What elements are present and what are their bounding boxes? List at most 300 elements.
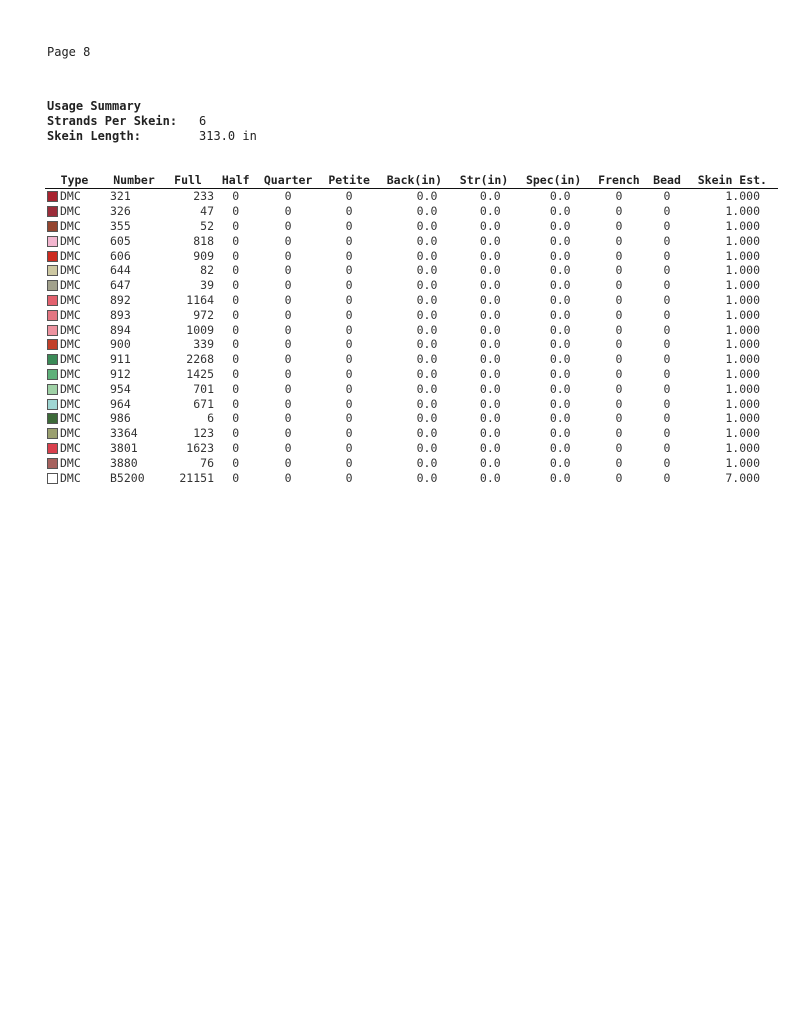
cell-quarter: 0 <box>284 204 292 219</box>
table-row <box>45 455 778 470</box>
table-row <box>45 441 778 456</box>
cell-french: 0 <box>615 440 623 455</box>
cell-type <box>45 293 104 308</box>
table-row <box>45 307 778 322</box>
color-swatch <box>47 339 58 350</box>
cell-half: 0 <box>232 189 240 204</box>
cell-spec: 0.0 <box>549 322 571 337</box>
cell-spec: 0.0 <box>549 440 571 455</box>
cell-type <box>45 248 104 263</box>
cell-petite: 0 <box>345 278 353 293</box>
type-label: DMC <box>60 455 81 470</box>
cell-quarter: 0 <box>284 337 292 352</box>
color-swatch <box>47 295 58 306</box>
type-label: DMC <box>60 307 81 322</box>
cell-skein: 1.000 <box>725 337 760 352</box>
cell-str: 0.0 <box>479 411 501 426</box>
cell-back: 0.0 <box>416 322 438 337</box>
col-header-spec: Spec(in) <box>517 173 591 189</box>
cell-quarter: 0 <box>284 440 292 455</box>
cell-str: 0.0 <box>479 455 501 470</box>
cell-petite: 0 <box>345 292 353 307</box>
cell-back: 0.0 <box>416 426 438 441</box>
cell-half: 0 <box>232 204 240 219</box>
cell-half: 0 <box>232 322 240 337</box>
table-row <box>45 470 778 485</box>
cell-spec: 0.0 <box>549 248 571 263</box>
cell-skein: 1.000 <box>725 218 760 233</box>
cell-type <box>45 455 104 470</box>
cell-quarter: 0 <box>284 426 292 441</box>
cell-spec: 0.0 <box>549 218 571 233</box>
cell-spec: 0.0 <box>549 381 571 396</box>
color-swatch <box>47 265 58 276</box>
cell-spec: 0.0 <box>549 292 571 307</box>
type-label: DMC <box>60 278 81 293</box>
cell-number: 3880 <box>110 455 138 470</box>
cell-quarter: 0 <box>284 470 292 485</box>
cell-petite: 0 <box>345 189 353 204</box>
cell-str: 0.0 <box>479 248 501 263</box>
cell-str: 0.0 <box>479 440 501 455</box>
color-swatch <box>47 369 58 380</box>
cell-full: 701 <box>193 381 214 396</box>
cell-skein: 1.000 <box>725 366 760 381</box>
cell-number: 605 <box>110 233 131 248</box>
cell-petite: 0 <box>345 248 353 263</box>
cell-number: 647 <box>110 278 131 293</box>
cell-bead: 0 <box>663 470 671 485</box>
color-swatch <box>47 428 58 439</box>
cell-number: 954 <box>110 381 131 396</box>
cell-type <box>45 322 104 337</box>
cell-skein: 1.000 <box>725 248 760 263</box>
cell-str: 0.0 <box>479 470 501 485</box>
cell-skein: 1.000 <box>725 455 760 470</box>
cell-french: 0 <box>615 322 623 337</box>
color-swatch <box>47 236 58 247</box>
cell-str: 0.0 <box>479 204 501 219</box>
cell-skein: 7.000 <box>725 470 760 485</box>
type-label: DMC <box>60 426 81 441</box>
type-label: DMC <box>60 366 81 381</box>
cell-bead: 0 <box>663 189 671 204</box>
cell-half: 0 <box>232 278 240 293</box>
cell-spec: 0.0 <box>549 307 571 322</box>
cell-french: 0 <box>615 381 623 396</box>
cell-half: 0 <box>232 381 240 396</box>
col-header-str: Str(in) <box>451 173 516 189</box>
cell-bead: 0 <box>663 396 671 411</box>
cell-back: 0.0 <box>416 263 438 278</box>
cell-type <box>45 263 104 278</box>
cell-quarter: 0 <box>284 189 292 204</box>
cell-type <box>45 337 104 352</box>
table-row <box>45 248 778 263</box>
cell-number: 894 <box>110 322 131 337</box>
cell-skein: 1.000 <box>725 292 760 307</box>
cell-bead: 0 <box>663 455 671 470</box>
cell-full: 52 <box>200 218 214 233</box>
usage-table <box>45 173 778 485</box>
color-swatch <box>47 206 58 217</box>
cell-str: 0.0 <box>479 307 501 322</box>
cell-full: 972 <box>193 307 214 322</box>
cell-spec: 0.0 <box>549 411 571 426</box>
cell-bead: 0 <box>663 337 671 352</box>
cell-number: 644 <box>110 263 131 278</box>
table-row <box>45 263 778 278</box>
cell-petite: 0 <box>345 381 353 396</box>
cell-half: 0 <box>232 263 240 278</box>
col-header-skein: Skein Est. <box>687 173 778 189</box>
cell-petite: 0 <box>345 337 353 352</box>
cell-full: 909 <box>193 248 214 263</box>
cell-skein: 1.000 <box>725 263 760 278</box>
type-label: DMC <box>60 337 81 352</box>
type-label: DMC <box>60 470 81 485</box>
cell-french: 0 <box>615 366 623 381</box>
cell-str: 0.0 <box>479 426 501 441</box>
cell-back: 0.0 <box>416 396 438 411</box>
usage-summary <box>47 99 257 144</box>
color-swatch <box>47 413 58 424</box>
cell-bead: 0 <box>663 307 671 322</box>
cell-full: 1164 <box>186 292 214 307</box>
cell-skein: 1.000 <box>725 307 760 322</box>
cell-petite: 0 <box>345 204 353 219</box>
cell-number: 911 <box>110 352 131 367</box>
cell-spec: 0.0 <box>549 204 571 219</box>
cell-back: 0.0 <box>416 366 438 381</box>
cell-full: 47 <box>200 204 214 219</box>
col-header-petite: Petite <box>321 173 378 189</box>
cell-type <box>45 441 104 456</box>
cell-quarter: 0 <box>284 322 292 337</box>
cell-full: 21151 <box>179 470 214 485</box>
cell-petite: 0 <box>345 470 353 485</box>
color-swatch <box>47 473 58 484</box>
cell-quarter: 0 <box>284 263 292 278</box>
cell-type <box>45 411 104 426</box>
cell-str: 0.0 <box>479 337 501 352</box>
cell-quarter: 0 <box>284 307 292 322</box>
cell-str: 0.0 <box>479 278 501 293</box>
col-header-full: Full <box>160 173 216 189</box>
cell-number: 892 <box>110 292 131 307</box>
cell-skein: 1.000 <box>725 440 760 455</box>
color-swatch <box>47 251 58 262</box>
cell-spec: 0.0 <box>549 366 571 381</box>
type-label: DMC <box>60 248 81 263</box>
cell-quarter: 0 <box>284 396 292 411</box>
cell-skein: 1.000 <box>725 396 760 411</box>
cell-back: 0.0 <box>416 248 438 263</box>
cell-half: 0 <box>232 426 240 441</box>
skein-length-label: Skein Length: <box>47 129 141 143</box>
cell-quarter: 0 <box>284 292 292 307</box>
cell-spec: 0.0 <box>549 278 571 293</box>
color-swatch <box>47 399 58 410</box>
cell-skein: 1.000 <box>725 278 760 293</box>
cell-french: 0 <box>615 278 623 293</box>
cell-french: 0 <box>615 263 623 278</box>
cell-back: 0.0 <box>416 218 438 233</box>
cell-str: 0.0 <box>479 292 501 307</box>
cell-bead: 0 <box>663 248 671 263</box>
cell-quarter: 0 <box>284 381 292 396</box>
cell-back: 0.0 <box>416 292 438 307</box>
cell-full: 1425 <box>186 366 214 381</box>
cell-french: 0 <box>615 248 623 263</box>
cell-quarter: 0 <box>284 248 292 263</box>
cell-full: 671 <box>193 396 214 411</box>
cell-spec: 0.0 <box>549 455 571 470</box>
cell-french: 0 <box>615 307 623 322</box>
cell-skein: 1.000 <box>725 233 760 248</box>
cell-str: 0.0 <box>479 352 501 367</box>
type-label: DMC <box>60 218 81 233</box>
cell-full: 82 <box>200 263 214 278</box>
type-label: DMC <box>60 233 81 248</box>
strands-value: 6 <box>199 114 207 128</box>
cell-back: 0.0 <box>416 440 438 455</box>
table-row <box>45 337 778 352</box>
cell-bead: 0 <box>663 278 671 293</box>
table-row <box>45 219 778 234</box>
page-number: Page 8 <box>47 45 91 59</box>
cell-type <box>45 278 104 293</box>
type-label: DMC <box>60 396 81 411</box>
table-row <box>45 278 778 293</box>
cell-back: 0.0 <box>416 278 438 293</box>
skein-length-value: 313.0 in <box>199 129 257 143</box>
cell-full: 233 <box>193 189 214 204</box>
cell-spec: 0.0 <box>549 352 571 367</box>
cell-type <box>45 307 104 322</box>
cell-french: 0 <box>615 337 623 352</box>
cell-half: 0 <box>232 470 240 485</box>
type-label: DMC <box>60 292 81 307</box>
cell-spec: 0.0 <box>549 426 571 441</box>
cell-bead: 0 <box>663 440 671 455</box>
cell-full: 818 <box>193 233 214 248</box>
cell-half: 0 <box>232 366 240 381</box>
cell-french: 0 <box>615 411 623 426</box>
cell-petite: 0 <box>345 307 353 322</box>
cell-back: 0.0 <box>416 455 438 470</box>
color-swatch <box>47 280 58 291</box>
cell-french: 0 <box>615 470 623 485</box>
cell-type <box>45 426 104 441</box>
type-label: DMC <box>60 204 81 219</box>
cell-half: 0 <box>232 292 240 307</box>
cell-petite: 0 <box>345 455 353 470</box>
col-header-bead: Bead <box>647 173 686 189</box>
cell-number: 986 <box>110 411 131 426</box>
type-label: DMC <box>60 322 81 337</box>
cell-spec: 0.0 <box>549 263 571 278</box>
col-header-number: Number <box>104 173 160 189</box>
cell-number: 326 <box>110 204 131 219</box>
cell-french: 0 <box>615 233 623 248</box>
cell-back: 0.0 <box>416 470 438 485</box>
cell-type <box>45 367 104 382</box>
cell-number: 3801 <box>110 440 138 455</box>
cell-str: 0.0 <box>479 381 501 396</box>
cell-petite: 0 <box>345 396 353 411</box>
cell-number: B5200 <box>110 470 145 485</box>
cell-full: 123 <box>193 426 214 441</box>
cell-full: 2268 <box>186 352 214 367</box>
cell-french: 0 <box>615 189 623 204</box>
table-row <box>45 411 778 426</box>
color-swatch <box>47 191 58 202</box>
cell-spec: 0.0 <box>549 189 571 204</box>
table-row <box>45 381 778 396</box>
cell-type <box>45 204 104 219</box>
cell-full: 6 <box>207 411 214 426</box>
cell-french: 0 <box>615 292 623 307</box>
color-swatch <box>47 325 58 336</box>
table-row <box>45 322 778 337</box>
cell-petite: 0 <box>345 411 353 426</box>
col-header-back: Back(in) <box>377 173 451 189</box>
cell-back: 0.0 <box>416 307 438 322</box>
cell-bead: 0 <box>663 233 671 248</box>
cell-quarter: 0 <box>284 278 292 293</box>
type-label: DMC <box>60 352 81 367</box>
cell-skein: 1.000 <box>725 322 760 337</box>
cell-french: 0 <box>615 455 623 470</box>
type-label: DMC <box>60 440 81 455</box>
cell-quarter: 0 <box>284 411 292 426</box>
cell-spec: 0.0 <box>549 233 571 248</box>
cell-str: 0.0 <box>479 233 501 248</box>
color-swatch <box>47 443 58 454</box>
cell-quarter: 0 <box>284 366 292 381</box>
cell-str: 0.0 <box>479 189 501 204</box>
cell-full: 1009 <box>186 322 214 337</box>
cell-type <box>45 396 104 411</box>
cell-french: 0 <box>615 352 623 367</box>
cell-number: 893 <box>110 307 131 322</box>
cell-half: 0 <box>232 455 240 470</box>
table-row <box>45 396 778 411</box>
type-label: DMC <box>60 411 81 426</box>
cell-skein: 1.000 <box>725 411 760 426</box>
cell-bead: 0 <box>663 366 671 381</box>
col-header-type: Type <box>45 173 104 189</box>
cell-str: 0.0 <box>479 396 501 411</box>
table-header-row <box>45 173 778 189</box>
table-row <box>45 352 778 367</box>
col-header-quarter: Quarter <box>255 173 320 189</box>
cell-half: 0 <box>232 352 240 367</box>
strands-label: Strands Per Skein: <box>47 114 178 128</box>
cell-back: 0.0 <box>416 352 438 367</box>
cell-str: 0.0 <box>479 263 501 278</box>
cell-back: 0.0 <box>416 337 438 352</box>
cell-french: 0 <box>615 204 623 219</box>
color-swatch <box>47 221 58 232</box>
cell-petite: 0 <box>345 366 353 381</box>
type-label: DMC <box>60 189 81 204</box>
cell-petite: 0 <box>345 352 353 367</box>
cell-full: 339 <box>193 337 214 352</box>
cell-bead: 0 <box>663 411 671 426</box>
type-label: DMC <box>60 381 81 396</box>
cell-half: 0 <box>232 337 240 352</box>
cell-petite: 0 <box>345 218 353 233</box>
cell-skein: 1.000 <box>725 381 760 396</box>
cell-number: 355 <box>110 218 131 233</box>
cell-bead: 0 <box>663 352 671 367</box>
type-label: DMC <box>60 263 81 278</box>
cell-number: 606 <box>110 248 131 263</box>
cell-full: 39 <box>200 278 214 293</box>
cell-full: 1623 <box>186 440 214 455</box>
cell-str: 0.0 <box>479 218 501 233</box>
cell-back: 0.0 <box>416 381 438 396</box>
cell-bead: 0 <box>663 322 671 337</box>
cell-quarter: 0 <box>284 352 292 367</box>
cell-skein: 1.000 <box>725 426 760 441</box>
cell-spec: 0.0 <box>549 396 571 411</box>
table-row <box>45 233 778 248</box>
table-row <box>45 189 778 204</box>
cell-bead: 0 <box>663 263 671 278</box>
cell-petite: 0 <box>345 440 353 455</box>
col-header-half: Half <box>216 173 255 189</box>
cell-number: 321 <box>110 189 131 204</box>
color-swatch <box>47 384 58 395</box>
cell-number: 964 <box>110 396 131 411</box>
cell-full: 76 <box>200 455 214 470</box>
cell-type <box>45 381 104 396</box>
cell-half: 0 <box>232 233 240 248</box>
table-row <box>45 367 778 382</box>
cell-back: 0.0 <box>416 411 438 426</box>
cell-french: 0 <box>615 426 623 441</box>
color-swatch <box>47 354 58 365</box>
cell-quarter: 0 <box>284 218 292 233</box>
cell-type <box>45 189 104 204</box>
cell-skein: 1.000 <box>725 352 760 367</box>
cell-half: 0 <box>232 218 240 233</box>
cell-bead: 0 <box>663 292 671 307</box>
cell-half: 0 <box>232 248 240 263</box>
col-header-french: French <box>591 173 648 189</box>
cell-type <box>45 470 104 485</box>
cell-number: 912 <box>110 366 131 381</box>
cell-bead: 0 <box>663 204 671 219</box>
cell-quarter: 0 <box>284 233 292 248</box>
cell-petite: 0 <box>345 426 353 441</box>
cell-number: 3364 <box>110 426 138 441</box>
cell-back: 0.0 <box>416 233 438 248</box>
cell-bead: 0 <box>663 381 671 396</box>
cell-petite: 0 <box>345 322 353 337</box>
cell-type <box>45 219 104 234</box>
cell-str: 0.0 <box>479 322 501 337</box>
table-row <box>45 426 778 441</box>
color-swatch <box>47 458 58 469</box>
cell-half: 0 <box>232 440 240 455</box>
cell-half: 0 <box>232 307 240 322</box>
cell-half: 0 <box>232 396 240 411</box>
cell-back: 0.0 <box>416 204 438 219</box>
